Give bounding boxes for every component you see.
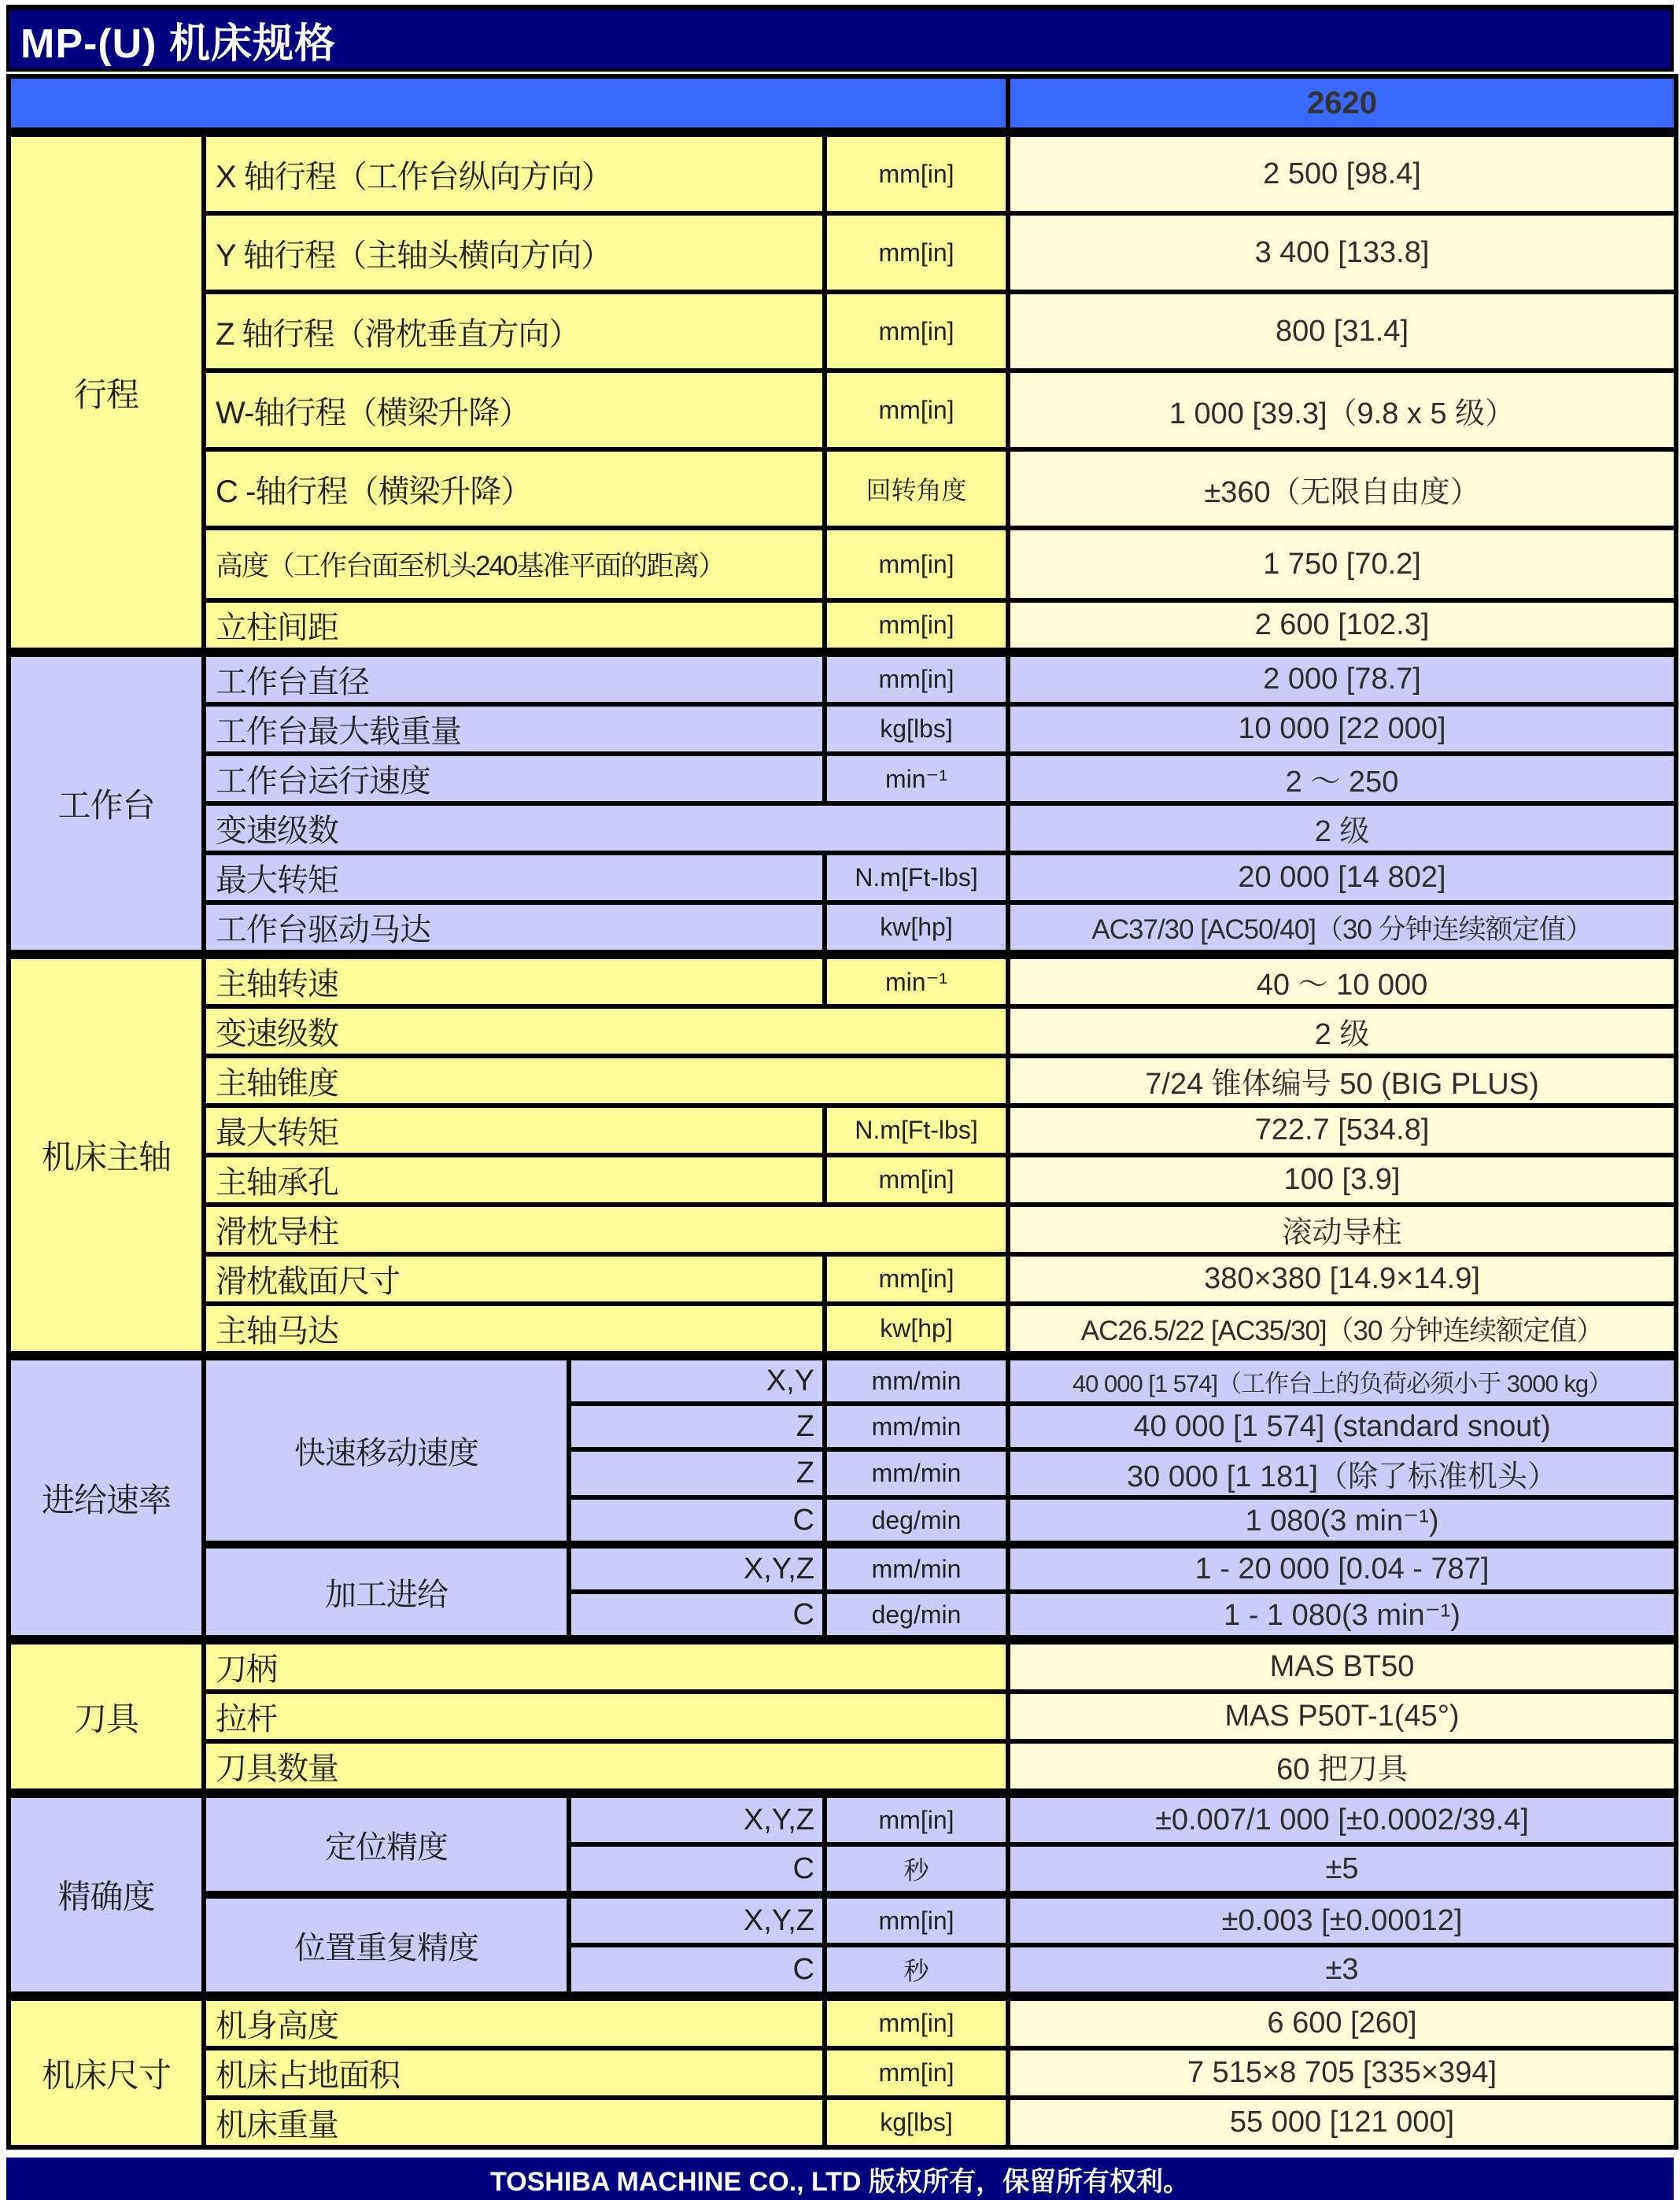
spec-row [9, 1996, 1676, 2048]
spec-value: 3 400 [133.8] [1008, 213, 1676, 292]
spec-label: 高度（工作台面至机头240基准平面的距离） [204, 528, 825, 600]
spec-label: 滑枕导柱 [204, 1205, 1008, 1254]
spec-value: 800 [31.4] [1008, 292, 1676, 371]
axis-label: X,Y,Z [569, 1545, 825, 1592]
group-label: 快速移动速度 [204, 1356, 569, 1545]
spec-label: 滑枕截面尺寸 [204, 1254, 825, 1304]
spec-row [9, 652, 1676, 704]
spec-value: 1 - 20 000 [0.04 - 787] [1008, 1545, 1676, 1592]
spec-row [9, 1741, 1676, 1793]
spec-row [9, 528, 1676, 600]
spec-unit: min⁻¹ [825, 754, 1008, 803]
spec-unit: mm[in] [825, 1793, 1008, 1844]
group-label: 加工进给 [204, 1545, 569, 1640]
spec-unit: mm[in] [825, 528, 1008, 600]
spec-unit: mm[in] [825, 1254, 1008, 1304]
spec-row [9, 1254, 1676, 1304]
axis-label: C [569, 1945, 825, 1996]
spec-label: W-轴行程（横梁升降） [204, 371, 825, 449]
spec-value: 1 - 1 080(3 min⁻¹) [1008, 1592, 1676, 1640]
spec-label: 机床重量 [204, 2098, 825, 2147]
spec-label: 机身高度 [204, 1996, 825, 2048]
spec-value: 2 500 [98.4] [1008, 132, 1676, 213]
spec-unit: mm[in] [825, 213, 1008, 292]
spec-label: 工作台运行速度 [204, 754, 825, 803]
spec-label: 刀具数量 [204, 1741, 1008, 1793]
spec-value: 10 000 [22 000] [1008, 704, 1676, 754]
section-label: 行程 [9, 132, 204, 652]
spec-row [9, 2048, 1676, 2098]
spec-value: 722.7 [534.8] [1008, 1106, 1676, 1155]
spec-label: 主轴马达 [204, 1304, 825, 1356]
spec-row [9, 449, 1676, 528]
spec-row [9, 1155, 1676, 1205]
spec-value: ±3 [1008, 1945, 1676, 1996]
spec-row [9, 2098, 1676, 2147]
spec-value: 7 515×8 705 [335×394] [1008, 2048, 1676, 2098]
spec-unit: 回转角度 [825, 449, 1008, 528]
title-bar [6, 5, 1674, 72]
spec-unit: 秒 [825, 1844, 1008, 1895]
spec-value: 1 750 [70.2] [1008, 528, 1676, 600]
spec-unit: mm[in] [825, 132, 1008, 213]
spec-row [9, 1895, 1676, 1945]
spec-unit: kw[hp] [825, 903, 1008, 954]
spec-unit: kg[lbs] [825, 2098, 1008, 2147]
spec-label: 刀柄 [204, 1640, 1008, 1692]
spec-value: 7/24 锥体编号 50 (BIG PLUS) [1008, 1056, 1676, 1106]
section-label: 精确度 [9, 1793, 204, 1996]
spec-unit: mm[in] [825, 1895, 1008, 1945]
spec-row [9, 954, 1676, 1006]
spec-unit: mm/min [825, 1404, 1008, 1449]
spec-label: 主轴锥度 [204, 1056, 1008, 1106]
spec-unit: mm[in] [825, 2048, 1008, 2098]
spec-value: 55 000 [121 000] [1008, 2098, 1676, 2147]
spec-value: MAS P50T-1(45°) [1008, 1692, 1676, 1741]
spec-label: 最大转矩 [204, 853, 825, 903]
spec-value: ±0.007/1 000 [±0.0002/39.4] [1008, 1793, 1676, 1844]
spec-label: 变速级数 [204, 803, 1008, 853]
spec-value: ±360（无限自由度） [1008, 449, 1676, 528]
spec-label: 变速级数 [204, 1006, 1008, 1056]
spec-row [9, 1304, 1676, 1356]
axis-label: C [569, 1592, 825, 1640]
section-label: 机床尺寸 [9, 1996, 204, 2147]
spec-value: 滚动导柱 [1008, 1205, 1676, 1254]
axis-label: X,Y,Z [569, 1793, 825, 1844]
spec-unit: mm[in] [825, 371, 1008, 449]
spec-row [9, 1545, 1676, 1592]
spec-row [9, 1056, 1676, 1106]
footer-bar [6, 2158, 1674, 2200]
spec-unit: mm[in] [825, 1996, 1008, 2048]
spec-row [9, 803, 1676, 853]
spec-label: Y 轴行程（主轴头横向方向） [204, 213, 825, 292]
model-header-row [9, 76, 1676, 132]
spec-value: ±0.003 [±0.00012] [1008, 1895, 1676, 1945]
spec-unit: mm[in] [825, 1155, 1008, 1205]
spec-value: 1 000 [39.3]（9.8 x 5 级） [1008, 371, 1676, 449]
spec-table [6, 74, 1678, 2150]
spec-row [9, 371, 1676, 449]
spec-value: 2 600 [102.3] [1008, 600, 1676, 652]
spec-unit: min⁻¹ [825, 954, 1008, 1006]
section-label: 进给速率 [9, 1356, 204, 1640]
spec-label: 主轴承孔 [204, 1155, 825, 1205]
spec-unit: mm/min [825, 1545, 1008, 1592]
spec-value: 20 000 [14 802] [1008, 853, 1676, 903]
spec-value: 60 把刀具 [1008, 1741, 1676, 1793]
axis-label: X,Y [569, 1356, 825, 1404]
axis-label: Z [569, 1404, 825, 1449]
model-header-cell: 2620 [1008, 76, 1676, 132]
spec-value: 2 级 [1008, 1006, 1676, 1056]
spec-row [9, 600, 1676, 652]
spec-value: ±5 [1008, 1844, 1676, 1895]
spec-row [9, 1356, 1676, 1404]
spec-unit: mm[in] [825, 652, 1008, 704]
axis-label: X,Y,Z [569, 1895, 825, 1945]
group-label: 位置重复精度 [204, 1895, 569, 1996]
spec-value: 380×380 [14.9×14.9] [1008, 1254, 1676, 1304]
spec-label: 工作台最大载重量 [204, 704, 825, 754]
spec-value: 30 000 [1 181]（除了标准机头） [1008, 1449, 1676, 1497]
spec-row [9, 292, 1676, 371]
spec-row [9, 213, 1676, 292]
spec-value: 2 ～ 250 [1008, 754, 1676, 803]
spec-label: 工作台直径 [204, 652, 825, 704]
spec-unit: kg[lbs] [825, 704, 1008, 754]
spec-label: 立柱间距 [204, 600, 825, 652]
spec-row [9, 1692, 1676, 1741]
spec-unit: mm[in] [825, 600, 1008, 652]
spec-value: 2 级 [1008, 803, 1676, 853]
spec-value: 40 000 [1 574]（工作台上的负荷必须小于 3000 kg） [1008, 1356, 1676, 1404]
spec-row [9, 1793, 1676, 1844]
group-label: 定位精度 [204, 1793, 569, 1895]
spec-row [9, 853, 1676, 903]
spec-value: 40 000 [1 574] (standard snout) [1008, 1404, 1676, 1449]
spec-row [9, 754, 1676, 803]
spec-label: X 轴行程（工作台纵向方向） [204, 132, 825, 213]
spec-label: 最大转矩 [204, 1106, 825, 1155]
spec-unit: deg/min [825, 1497, 1008, 1545]
spec-label: Z 轴行程（滑枕垂直方向） [204, 292, 825, 371]
spec-value: 40 ～ 10 000 [1008, 954, 1676, 1006]
page-title: MP-(U) 机床规格 [20, 20, 336, 67]
spec-label: C -轴行程（横梁升降） [204, 449, 825, 528]
spec-label: 工作台驱动马达 [204, 903, 825, 954]
spec-row [9, 704, 1676, 754]
spec-value: AC26.5/22 [AC35/30]（30 分钟连续额定值） [1008, 1304, 1676, 1356]
spec-unit: deg/min [825, 1592, 1008, 1640]
spec-unit: mm/min [825, 1449, 1008, 1497]
spec-row [9, 1205, 1676, 1254]
spec-unit: 秒 [825, 1945, 1008, 1996]
axis-label: C [569, 1497, 825, 1545]
spec-value: 1 080(3 min⁻¹) [1008, 1497, 1676, 1545]
footer-text: TOSHIBA MACHINE CO., LTD 版权所有，保留所有权利。 [489, 2166, 1191, 2197]
model-header-spacer [9, 76, 1008, 132]
spec-row [9, 1640, 1676, 1692]
spec-row [9, 903, 1676, 954]
spec-value: AC37/30 [AC50/40]（30 分钟连续额定值） [1008, 903, 1676, 954]
axis-label: C [569, 1844, 825, 1895]
spec-unit: mm/min [825, 1356, 1008, 1404]
spec-unit: kw[hp] [825, 1304, 1008, 1356]
spec-value: 100 [3.9] [1008, 1155, 1676, 1205]
spec-value: MAS BT50 [1008, 1640, 1676, 1692]
spec-value: 2 000 [78.7] [1008, 652, 1676, 704]
spec-value: 6 600 [260] [1008, 1996, 1676, 2048]
spec-unit: N.m[Ft-lbs] [825, 853, 1008, 903]
section-label: 刀具 [9, 1640, 204, 1793]
spec-label: 机床占地面积 [204, 2048, 825, 2098]
axis-label: Z [569, 1449, 825, 1497]
spec-unit: N.m[Ft-lbs] [825, 1106, 1008, 1155]
section-label: 机床主轴 [9, 954, 204, 1356]
spec-row [9, 1106, 1676, 1155]
spec-row [9, 132, 1676, 213]
section-label: 工作台 [9, 652, 204, 954]
spec-row [9, 1006, 1676, 1056]
spec-label: 主轴转速 [204, 954, 825, 1006]
spec-unit: mm[in] [825, 292, 1008, 371]
spec-label: 拉杆 [204, 1692, 1008, 1741]
